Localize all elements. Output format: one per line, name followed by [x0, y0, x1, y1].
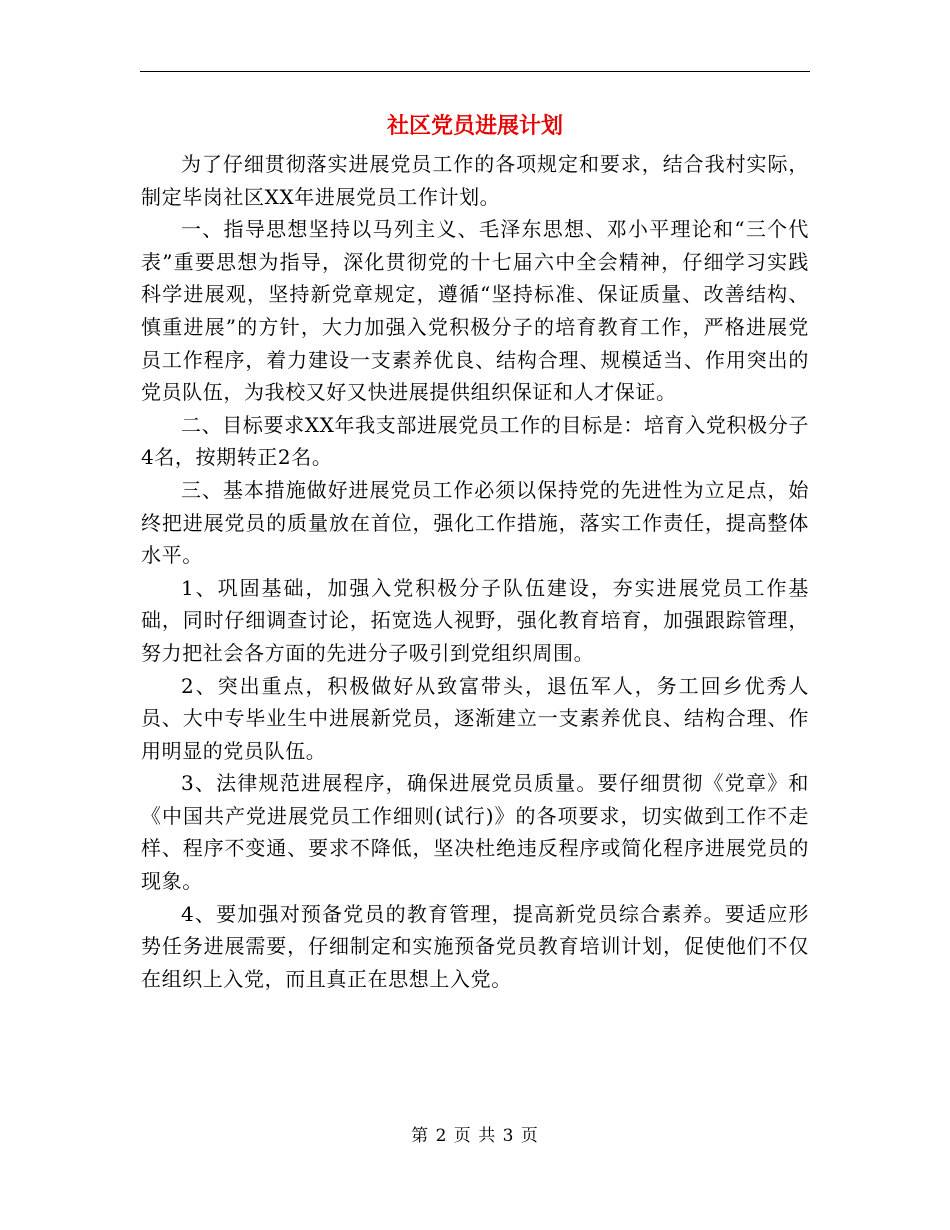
page-number: 第 2 页 共 3 页	[411, 1126, 539, 1146]
paragraph-measure-1: 1、巩固基础，加强入党积极分子队伍建设，夯实进展党员工作基础，同时仔细调查讨论，拓宽选人视野，强化教育培育，加强跟踪管理，努力把社会各方面的先进分子吸引到党组织周围。	[141, 575, 809, 665]
paragraph-basic-measures: 三、基本措施做好进展党员工作必须以保持党的先进性为立足点，始终把进展党员的质量放在首位，强化工作措施，落实工作责任，提高整体水平。	[141, 477, 809, 568]
paragraph-guiding-ideology: 一、指导思想坚持以马列主义、毛泽东思想、邓小平理论和“三个代表”重要思想为指导，深化贯彻党的十七届六中全会精神，仔细学习实践科学进展观，坚持新党章规定，遵循“坚持标准、保证质量、改善结构、慎重进展”的方针，大力加强入党积极分子的培育教育工作，严格进展党员工作程序，着力建设一支素养优良、结构合理、规模适当、作用突出的党员队伍，为我校又好又快进展提供组织保证和人才保证。	[141, 217, 809, 405]
paragraph-measure-2: 2、突出重点，积极做好从致富带头，退伍军人，务工回乡优秀人员、大中专毕业生中进展新党员，逐渐建立一支素养优良、结构合理、作用明显的党员队伍。	[141, 673, 809, 763]
paragraph-measure-4: 4、要加强对预备党员的教育管理，提高新党员综合素养。要适应形势任务进展需要，仔细制定和实施预备党员教育培训计划，促使他们不仅在组织上入党，而且真正在思想上入党。	[141, 901, 809, 991]
document-body	[141, 148, 809, 995]
paragraph-intro: 为了仔细贯彻落实进展党员工作的各项规定和要求，结合我村实际，制定毕岗社区XX年进展党员工作计划。	[141, 152, 809, 209]
header-rule	[140, 71, 810, 72]
document-title: 社区党员进展计划	[386, 113, 563, 139]
paragraph-measure-3: 3、法律规范进展程序，确保进展党员质量。要仔细贯彻《党章》和《中国共产党进展党员工作细则(试行)》的各项要求，切实做到工作不走样、程序不变通、要求不降低，坚决杜绝违反程序或简化程序进展党员的现象。	[141, 771, 809, 894]
paragraph-objectives: 二、目标要求XX年我支部进展党员工作的目标是：培育入党积极分子4名，按期转正2名。	[141, 412, 809, 470]
